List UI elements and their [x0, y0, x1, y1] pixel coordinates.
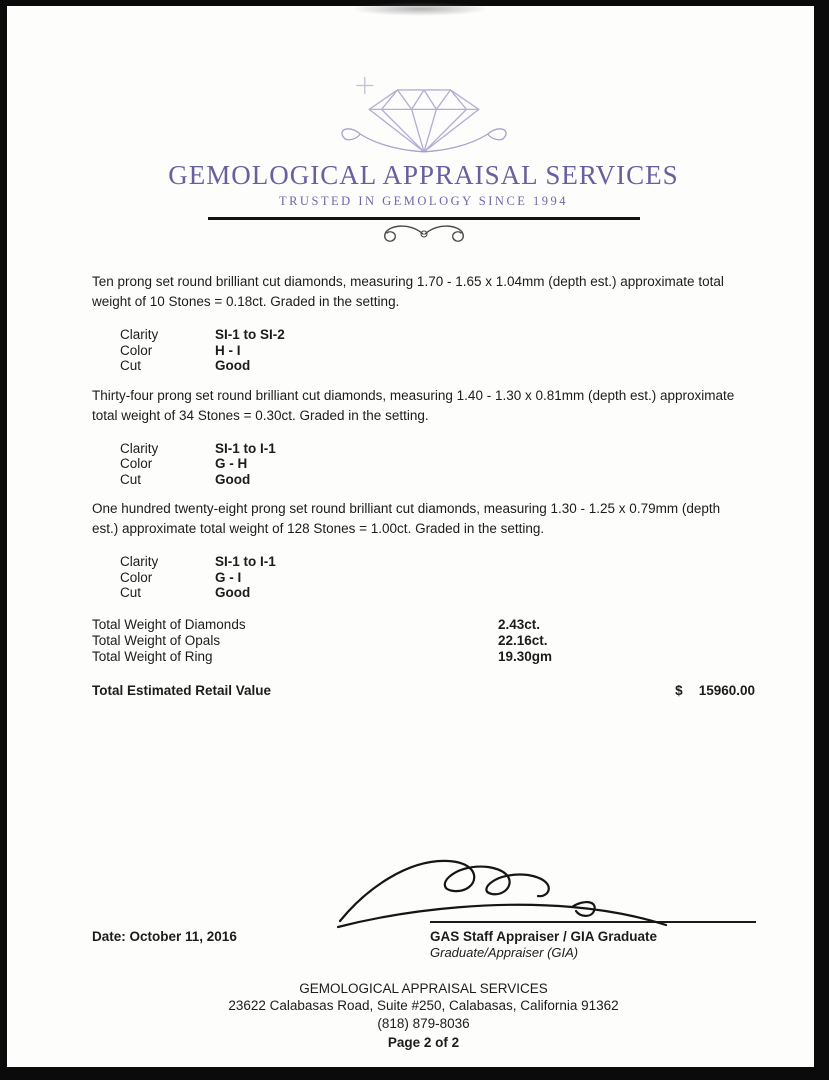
grading-table [120, 441, 755, 488]
scan-edge-bottom [0, 1067, 829, 1080]
cut-value: Good [215, 471, 251, 487]
retail-label: Total Estimated Retail Value [92, 682, 272, 698]
clarity-row [120, 441, 755, 457]
clarity-label: Clarity [120, 440, 159, 456]
cut-row [120, 472, 755, 488]
currency-symbol: $ [675, 682, 683, 698]
appraiser-title: GAS Staff Appraiser / GIA Graduate [430, 928, 658, 944]
cut-row [120, 585, 755, 601]
total-row [92, 617, 755, 633]
footer-org: GEMOLOGICAL APPRAISAL SERVICES [299, 980, 548, 996]
total-label: Total Weight of Diamonds [92, 616, 246, 632]
letterhead [92, 0, 755, 246]
total-label: Total Weight of Opals [92, 632, 221, 648]
page-number: Page 2 of 2 [387, 1035, 460, 1050]
color-row [120, 570, 755, 586]
item-description: Thirty-four prong set round brilliant cut diamonds, measuring 1.40 - 1.30 x 0.81mm (depth est.) approximate total weight of 34 Stones = 0.30ct. Graded in the setting. [92, 387, 735, 423]
clarity-label: Clarity [120, 554, 159, 569]
clarity-value: SI-1 to I-1 [215, 440, 276, 456]
total-value: 2.43ct. [498, 616, 541, 632]
company-tagline: TRUSTED IN GEMOLOGY SINCE 1994 [278, 194, 569, 208]
cut-value: Good [215, 358, 251, 373]
document-content [92, 0, 755, 1052]
total-value: 22.16ct. [498, 632, 548, 648]
cut-label: Cut [120, 585, 142, 600]
footer-phone: (818) 879-8036 [377, 1015, 470, 1031]
cut-label: Cut [120, 358, 142, 373]
cut-label: Cut [120, 471, 142, 487]
clarity-row [120, 554, 755, 570]
grading-table [120, 327, 755, 374]
signature-block [92, 921, 755, 964]
clarity-value: SI-1 to I-1 [215, 554, 276, 569]
total-row [92, 633, 755, 649]
retail-amount [675, 683, 755, 699]
weight-totals [92, 617, 755, 665]
color-label: Color [120, 569, 153, 585]
color-value: G - I [215, 569, 242, 585]
color-row [120, 456, 755, 472]
signoff-row [92, 928, 755, 964]
cut-value: Good [215, 585, 251, 600]
item-description: Ten prong set round brilliant cut diamonds, measuring 1.70 - 1.65 x 1.04mm (depth est.) approximate total weight of 10 Stones = 0.18ct. Graded in the setting. [92, 274, 724, 309]
total-row [92, 649, 755, 665]
clarity-label: Clarity [120, 327, 159, 342]
appraiser-subtitle: Graduate/Appraiser (GIA) [430, 944, 579, 960]
scan-edge-left [0, 0, 7, 1080]
date-text: Date: October 11, 2016 [92, 928, 237, 944]
color-value: H - I [215, 342, 241, 358]
retail-value: 15960.00 [698, 682, 755, 698]
color-value: G - H [215, 456, 248, 471]
flourish-scroll-icon [378, 222, 470, 246]
total-label: Total Weight of Ring [92, 648, 213, 664]
header-divider [208, 217, 640, 220]
clarity-row [120, 327, 755, 343]
signature-scribble-icon [336, 851, 672, 929]
color-row [120, 343, 755, 359]
cut-row [120, 358, 755, 374]
footer [92, 980, 755, 1052]
clarity-value: SI-1 to SI-2 [215, 327, 285, 342]
color-label: Color [120, 342, 153, 358]
scan-edge-right [814, 0, 829, 1080]
grading-table [120, 554, 755, 601]
footer-address: 23622 Calabasas Road, Suite #250, Calabasas, California 91362 [228, 998, 619, 1013]
item-description: One hundred twenty-eight prong set round brilliant cut diamonds, measuring 1.30 - 1.25 x 0.79mm (depth est.) approximate total weight of 128 Stones = 1.00ct. Graded in the setting. [92, 501, 721, 536]
company-title: GEMOLOGICAL APPRAISAL SERVICES [168, 160, 679, 190]
color-label: Color [120, 456, 153, 471]
retail-value-row [92, 683, 755, 699]
diamond-logo-icon [329, 74, 519, 158]
total-value: 19.30gm [498, 648, 553, 664]
appraiser-block [430, 928, 657, 961]
